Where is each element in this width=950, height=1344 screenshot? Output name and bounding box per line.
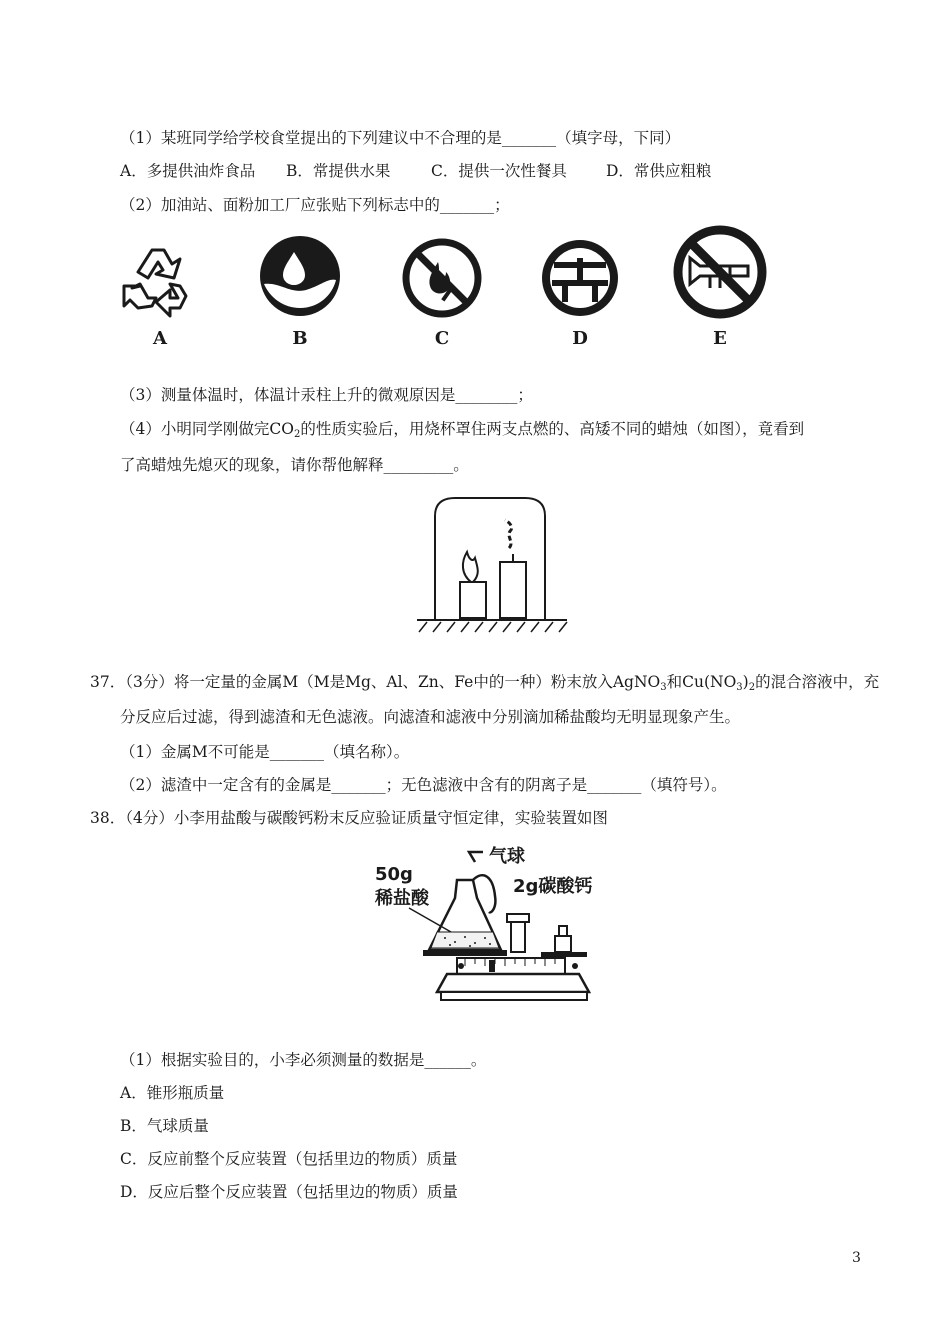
green-food-icon (530, 228, 630, 328)
sign-c-label: C (434, 328, 450, 349)
q36-option-a: A．多提供油炸食品 (120, 162, 256, 180)
q38-option-d: D．反应后整个反应装置（包括里边的物质）质量 (120, 1183, 458, 1201)
recycle-icon (110, 228, 210, 328)
q36-part1: （1）某班同学给学校食堂提出的下列建议中不合理的是_______（填字母，下同） (120, 129, 681, 147)
acid-label: 稀盐酸 (375, 888, 429, 909)
q36-part4-line1 (120, 419, 804, 445)
q37-text-1: 37．（3分）将一定量的金属M（M是Mg、Al、Zn、Fe中的一种）粉末放入AgNO (90, 673, 661, 691)
q38-stem: 38．（4分）小李用盐酸与碳酸钙粉末反应验证质量守恒定律，实验装置如图 (90, 809, 608, 827)
q36-option-b: B．常提供水果 (286, 162, 391, 180)
q37-part2: （2）滤渣中一定含有的金属是_______；无色滤液中含有的阴离子是_______（填符号）。 (120, 776, 727, 794)
water-saving-icon (250, 228, 350, 328)
q36-part4-line2: 了高蜡烛先熄灭的现象，请你帮他解释_________。 (120, 456, 469, 474)
candle-beaker-figure (405, 492, 580, 638)
no-fire-icon (392, 228, 492, 328)
q37-part1: （1）金属M不可能是_______（填名称）。 (120, 743, 410, 761)
q37-text-3: ) (742, 673, 749, 691)
q37-text-4: 的混合溶液中，充 (755, 673, 880, 691)
q37-sub-3: 2 (748, 682, 756, 693)
sign-b (250, 228, 350, 358)
sign-d-label: D (572, 328, 588, 349)
q38-part1: （1）根据实验目的，小李必须测量的数据是______。 (120, 1051, 487, 1069)
q38-option-b: B．气球质量 (120, 1117, 209, 1135)
no-horn-icon (670, 222, 770, 328)
sign-d (530, 228, 630, 358)
page-number: 3 (852, 1250, 861, 1266)
q36-option-d: D．常供应粗粮 (606, 162, 712, 180)
q37-sub-1: 3 (660, 682, 667, 693)
sign-e (670, 222, 770, 352)
q37-stem-line1 (90, 672, 879, 698)
sign-c (392, 228, 492, 358)
mass-label: 50g (375, 864, 413, 885)
balloon-label: 气球 (489, 846, 525, 867)
q37-text-2: 和Cu(NO (666, 673, 737, 691)
q38-option-a: A．锥形瓶质量 (120, 1084, 225, 1102)
sign-e-label: E (713, 328, 727, 349)
q37-stem-line2: 分反应后过滤，得到滤渣和无色滤液。向滤渣和滤液中分别滴加稀盐酸均无明显现象产生。 (120, 708, 741, 726)
balance-flask-figure (365, 840, 610, 1018)
sign-a (110, 228, 210, 358)
sign-b-label: B (292, 328, 308, 349)
sign-a-label: A (153, 328, 167, 349)
q38-option-c: C．反应前整个反应装置（包括里边的物质）质量 (120, 1150, 458, 1168)
q36-option-c: C．提供一次性餐具 (431, 162, 567, 180)
q36-part4-subscript: 2 (293, 429, 301, 440)
q36-part2: （2）加油站、面粉加工厂应张贴下列标志中的_______； (120, 196, 510, 214)
caco3-label: 2g碳酸钙 (513, 876, 593, 897)
q36-part3: （3）测量体温时，体温计汞柱上升的微观原因是________； (120, 386, 533, 404)
q36-part4-text-a: （4）小明同学刚做完CO (120, 420, 294, 438)
q37-sub-2: 3 (736, 682, 743, 693)
q36-part4-text-b: 的性质实验后，用烧杯罩住两支点燃的、高矮不同的蜡烛（如图），竟看到 (300, 420, 805, 438)
